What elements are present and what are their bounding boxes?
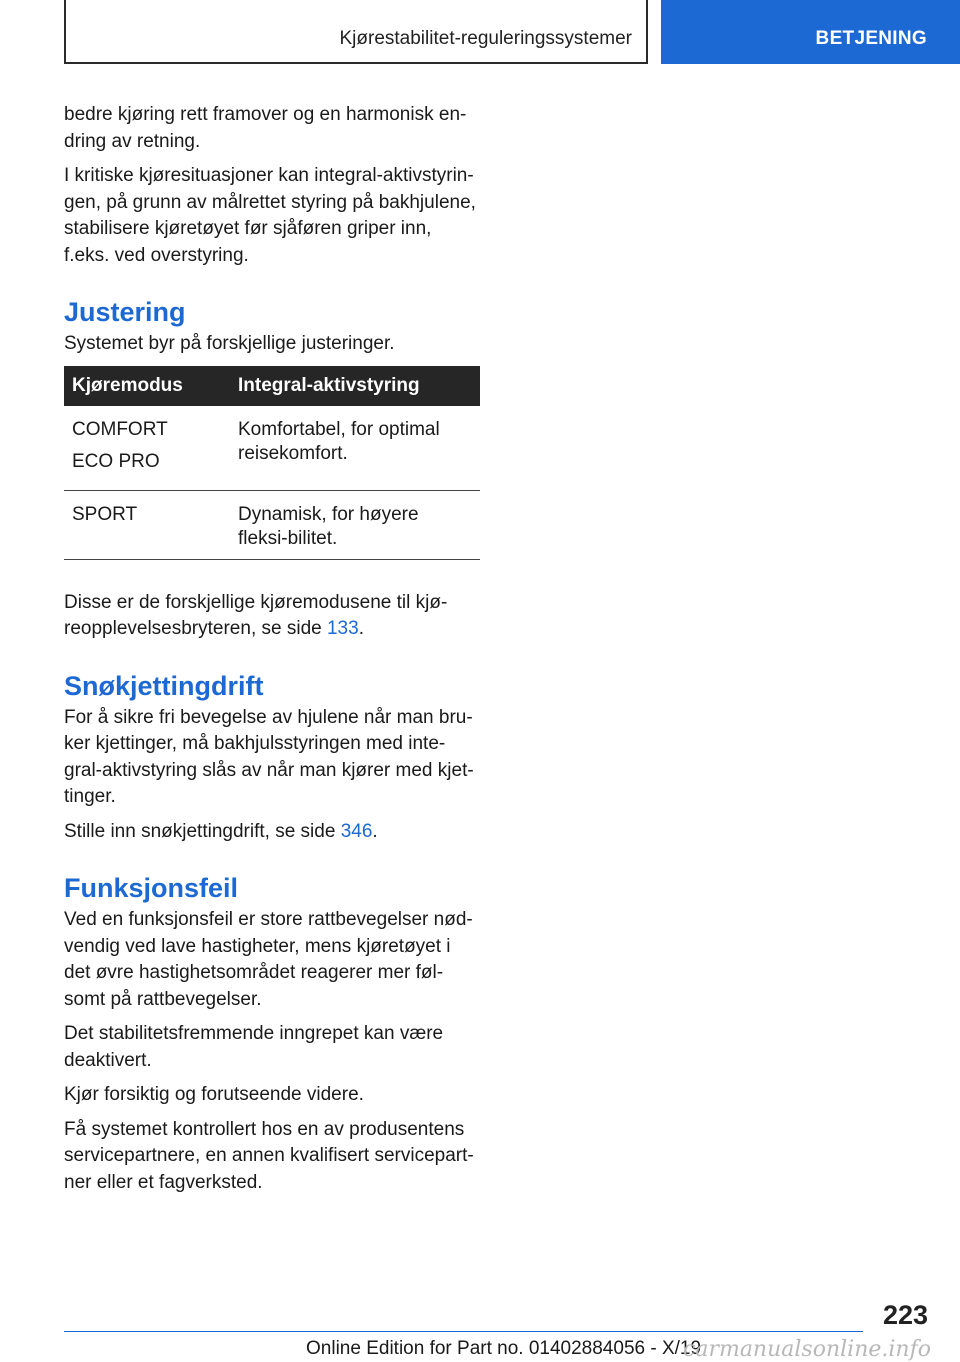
- snow-chain-reference-text: Stille inn snøkjettingdrift, se side: [64, 820, 336, 842]
- adjust-heading: Justering: [64, 297, 186, 327]
- snow-chain-heading: Snøkjettingdrift: [64, 670, 264, 701]
- mode-sport: SPORT: [72, 503, 138, 525]
- table-row: [64, 406, 480, 491]
- description-cell: Komfortabel, for optimal reisekomfort.: [230, 406, 480, 491]
- page-number: 223: [882, 1300, 928, 1330]
- malfunction-heading: Funksjonsfeil: [64, 873, 239, 903]
- section-tab: [661, 0, 960, 64]
- mode-comfort: COMFORT: [72, 418, 168, 440]
- section-label: BETJENING: [815, 28, 927, 49]
- drive-mode-table: [64, 366, 480, 560]
- mode-eco-pro: ECO PRO: [72, 450, 160, 472]
- malfunction-paragraph-2: Det stabilitetsfremmende inngrepet kan være deaktivert.: [64, 1023, 444, 1071]
- description-cell: Dynamisk, for høyere fleksi-bilitet.: [230, 490, 480, 559]
- intro-paragraph-2: I kritiske kjøresituasjoner kan integral-aktivstyrin-gen, på grunn av målrettet styring på bakhjulene, stabilisere kjøretøyet før sjåføren griper inn, f.eks. ved overstyring.: [64, 165, 476, 266]
- page-link-133[interactable]: 133: [326, 618, 359, 639]
- mode-cell: [64, 490, 230, 559]
- modes-reference-paragraph: Disse er de forskjellige kjøremodusene til kjø-reopplevelsesbryteren, se side 133.: [64, 591, 448, 639]
- mode-cell: [64, 406, 230, 491]
- edition-note: Online Edition for Part no. 01402884056 - X/19: [306, 1338, 702, 1359]
- snow-chain-reference: Stille inn snøkjettingdrift, se side 346.: [64, 820, 378, 842]
- intro-paragraph-1: bedre kjøring rett framover og en harmonisk en-dring av retning.: [64, 104, 467, 152]
- modes-reference-text: Disse er de forskjellige kjøremodusene til kjø-reopplevelsesbryteren, se side: [64, 591, 448, 639]
- column-header-steering: Integral-aktivstyring: [230, 366, 480, 406]
- table-row: [64, 490, 480, 559]
- footer-divider: [64, 1331, 863, 1332]
- snow-chain-paragraph: For å sikre fri bevegelse av hjulene når man bru-ker kjettinger, må bakhjulsstyringen med inte-gral-aktivstyring slås av når man kjører med kjet-tinger.: [64, 706, 474, 807]
- adjust-text: Systemet byr på forskjellige justeringer.: [64, 333, 395, 354]
- main-content: [64, 102, 480, 1204]
- malfunction-paragraph-3: Kjør forsiktig og forutseende videre.: [64, 1084, 364, 1105]
- chapter-title: Kjørestabilitet-reguleringssystemer: [339, 28, 632, 49]
- column-header-mode: Kjøremodus: [64, 366, 230, 406]
- page-link-346[interactable]: 346: [340, 820, 373, 842]
- header-title-box: [64, 0, 648, 64]
- watermark: carmanualsonline.info: [683, 1337, 931, 1362]
- malfunction-paragraph-4: Få systemet kontrollert hos en av produsentens servicepartnere, en annen kvalifisert servicepart-ner eller et fagverksted.: [64, 1118, 474, 1193]
- malfunction-paragraph-1: Ved en funksjonsfeil er store rattbevegelser nød-vendig ved lave hastigheter, mens kjøretøyet i det øvre hastighetsområdet reagerer mer føl-somt på rattbevegelser.: [64, 909, 473, 1010]
- table-header-row: [64, 366, 480, 406]
